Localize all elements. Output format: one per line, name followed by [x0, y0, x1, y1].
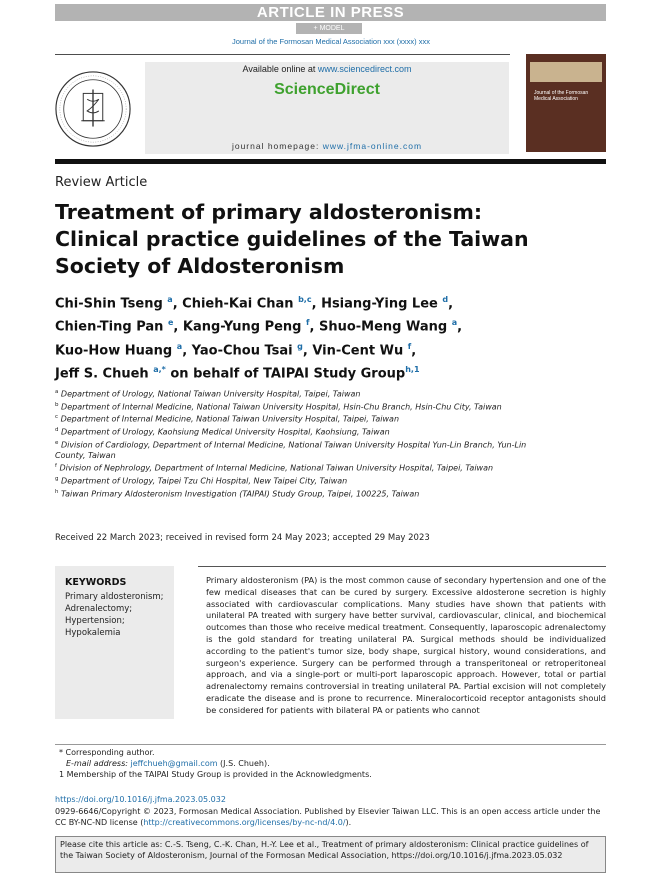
homepage-link[interactable]: www.jfma-online.com — [322, 141, 423, 151]
doi-link[interactable]: https://doi.org/10.1016/j.jfma.2023.05.032 — [55, 795, 226, 804]
author-affiliation-link[interactable]: f — [407, 341, 412, 351]
affiliation-text: Department of Urology, Kaohsiung Medical University Hospital, Kaohsiung, Taiwan — [61, 427, 390, 437]
affiliation-item — [55, 412, 535, 425]
available-prefix: Available online at — [242, 64, 318, 74]
author-affiliation-link[interactable]: f — [306, 318, 310, 328]
affiliation-letter: g — [55, 475, 59, 482]
journal-cover-thumbnail[interactable] — [526, 54, 606, 152]
article-in-press-banner: ARTICLE IN PRESS — [55, 4, 606, 21]
author-name: Chien-Ting Pan — [55, 319, 164, 335]
journal-reference[interactable]: Journal of the Formosan Medical Association xxx (xxxx) xxx — [232, 37, 430, 46]
journal-homepage — [145, 141, 509, 151]
affiliation-list — [55, 387, 535, 499]
affiliation-item — [55, 461, 535, 474]
affiliation-text: Department of Internal Medicine, National Taiwan University Hospital, Taipei, Taiwan — [60, 414, 400, 424]
email-suffix: (J.S. Chueh). — [217, 759, 270, 768]
keyword: Hypertension; — [65, 616, 125, 626]
header-rule — [55, 54, 510, 55]
cover-image-band — [530, 62, 602, 82]
author-name: Chieh-Kai Chan — [182, 296, 294, 312]
author-affiliation-link[interactable]: g — [297, 341, 303, 351]
title-line: Treatment of primary aldosteronism: — [55, 200, 483, 224]
affiliation-text: Taiwan Primary Aldosteronism Investigation (TAIPAI) Study Group, Taipei, 100225, Taiwan — [61, 489, 420, 499]
author-line — [55, 360, 575, 383]
author-affiliation-link[interactable]: e — [167, 318, 174, 328]
keyword: Adrenalectomy; — [65, 604, 133, 614]
affiliation-item — [55, 400, 535, 413]
title-line: Society of Aldosteronism — [55, 254, 345, 278]
copyright-text: 0929-6646/Copyright © 2023, Formosan Medical Association. Published by Elsevier Taiwan LLC. This is an open access article under the CC BY-NC-ND license ( — [55, 807, 601, 827]
author-affiliation-link[interactable]: a,* — [153, 364, 166, 374]
affiliation-text: Department of Urology, Taipei Tzu Chi Hospital, New Taipei City, Taiwan — [61, 476, 348, 486]
footnotes — [59, 747, 599, 780]
article-title — [55, 199, 575, 280]
affiliation-letter: f — [55, 463, 57, 470]
author-name: Jeff S. Chueh — [55, 366, 149, 382]
author-affiliation-link[interactable]: b,c — [298, 295, 312, 304]
email-note — [59, 758, 599, 769]
article-history-dates: Received 22 March 2023; received in revised form 24 May 2023; accepted 29 May 2023 — [55, 533, 430, 543]
affiliation-letter: d — [55, 426, 59, 433]
author-name: Chi-Shin Tseng — [55, 296, 163, 312]
citation-text: Please cite this article as: C.-S. Tseng, C.-K. Chan, H.-Y. Lee et al., Treatment of primary aldosteronism: Clinical practice guidelines of the Taiwan Society of Aldosteronism, Journal of the Formosan Medical Association, https://doi.org/10.1016/j.jfma.2023.05.032 — [60, 840, 589, 860]
affiliation-item — [55, 474, 535, 487]
author-line: Kuo-How Huang $^a$, Yao-Chou Tsai $^g$, Vin-Cent Wu $^f$, — [55, 341, 417, 358]
homepage-prefix: journal homepage: — [231, 141, 323, 151]
keyword: Hypokalemia — [65, 628, 121, 638]
license-link[interactable]: http://creativecommons.org/licenses/by-nc-nd/4.0/ — [143, 818, 346, 827]
author-name: Kang-Yung Peng — [182, 319, 302, 335]
author-line: Chi-Shin Tseng $^a$, Chieh-Kai Chan $^{b,c}$, Hsiang-Ying Lee $^d$, — [55, 295, 454, 312]
keywords-list — [65, 591, 165, 639]
affiliation-item — [55, 438, 535, 462]
abstract-rule — [198, 566, 606, 567]
abstract-text: Primary aldosteronism (PA) is the most common cause of secondary hypertension and one of the few medical diseases that can be cured by surgery. Excessive aldosterone secretion is highly associated with cardiovascular complications. Many studies have shown that patients with unilateral PA treated with surgery have better survival, cardiovascular, clinical, and biochemical outcomes than those who receive medical treatment. Consequently, laparoscopic adrenalectomy is the gold standard for treating unilateral PA. Surgical methods should be individualized according to the patient's tumor size, body shape, surgical history, wound considerations, and surgeon's experience. Surgery can be performed through a transperitoneal or retroperitoneal approach, and via a single-port or multi-port laparoscopic approach. However, total or partial adrenalectomy remains controversial in treating unilateral PA. Partial excision will not completely eradicate the disease and is prone to recurrence. Mineralocorticoid receptor antagonists should be considered for patients with bilateral PA or patients who cannot — [206, 575, 606, 715]
author-name: Shuo-Meng Wang — [318, 319, 448, 335]
affiliation-letter: c — [55, 414, 59, 421]
keywords-heading: KEYWORDS — [65, 577, 127, 588]
author-name: Yao-Chou Tsai — [191, 342, 293, 358]
affiliation-text: Division of Cardiology, Department of Internal Medicine, National Taiwan University Hospital Yun-Lin Branch, Yun-Lin County, Taiwan — [55, 440, 527, 461]
author-name: Kuo-How Huang — [55, 342, 173, 358]
author-group: on behalf of TAIPAI Study Group — [170, 366, 406, 382]
affiliation-text: Department of Internal Medicine, National Taiwan University Hospital, Hsin-Chu Branch, Hsin-Chu City, Taiwan — [61, 402, 502, 412]
title-line: Clinical practice guidelines of the Taiwan — [55, 227, 529, 251]
affiliation-letter: h — [55, 488, 59, 495]
available-online — [145, 64, 509, 74]
author-affiliation-link[interactable]: d — [442, 295, 449, 304]
corresponding-author-note: * Corresponding author. — [59, 748, 155, 757]
copyright-suffix: ). — [345, 818, 352, 827]
header-thick-rule — [55, 159, 606, 164]
affiliation-letter: b — [55, 401, 59, 408]
footnote-rule — [55, 744, 606, 745]
email-link[interactable]: jeffchueh@gmail.com — [130, 759, 218, 768]
keywords-box — [55, 566, 174, 719]
author-list — [55, 290, 575, 383]
copyright-notice — [55, 806, 606, 828]
affiliation-item — [55, 387, 535, 400]
affiliation-item — [55, 425, 535, 438]
membership-note: 1 Membership of the TAIPAI Study Group is provided in the Acknowledgments. — [59, 770, 372, 779]
model-tag: + MODEL — [296, 23, 362, 34]
sciencedirect-link[interactable]: www.sciencedirect.com — [317, 64, 412, 74]
keyword: Primary aldosteronism; — [65, 592, 164, 602]
association-seal-logo — [54, 70, 132, 148]
affiliation-letter: e — [55, 439, 59, 446]
sciencedirect-logo[interactable]: ScienceDirect — [274, 81, 380, 98]
author-affiliation-link[interactable]: a — [451, 318, 458, 328]
affiliation-item — [55, 487, 535, 500]
author-name: Vin-Cent Wu — [312, 342, 404, 358]
email-label: E-mail address: — [66, 759, 131, 768]
affiliation-text: Division of Nephrology, Department of Internal Medicine, National Taiwan University Hospital, Taipei, Taiwan — [59, 463, 494, 473]
affiliation-letter: a — [55, 389, 59, 395]
affiliation-text: Department of Urology, National Taiwan University Hospital, Taipei, Taiwan — [60, 389, 361, 399]
cover-title: Journal of the Formosan Medical Association — [534, 90, 589, 102]
author-affiliation-link[interactable]: h,1 — [405, 364, 420, 374]
author-line: Chien-Ting Pan $^e$, Kang-Yung Peng $^f$, Shuo-Meng Wang $^a$, — [55, 318, 463, 335]
article-type: Review Article — [55, 175, 148, 190]
author-affiliation-link[interactable]: a — [176, 341, 183, 351]
author-affiliation-link[interactable]: a — [167, 295, 173, 304]
author-name: Hsiang-Ying Lee — [321, 296, 438, 312]
